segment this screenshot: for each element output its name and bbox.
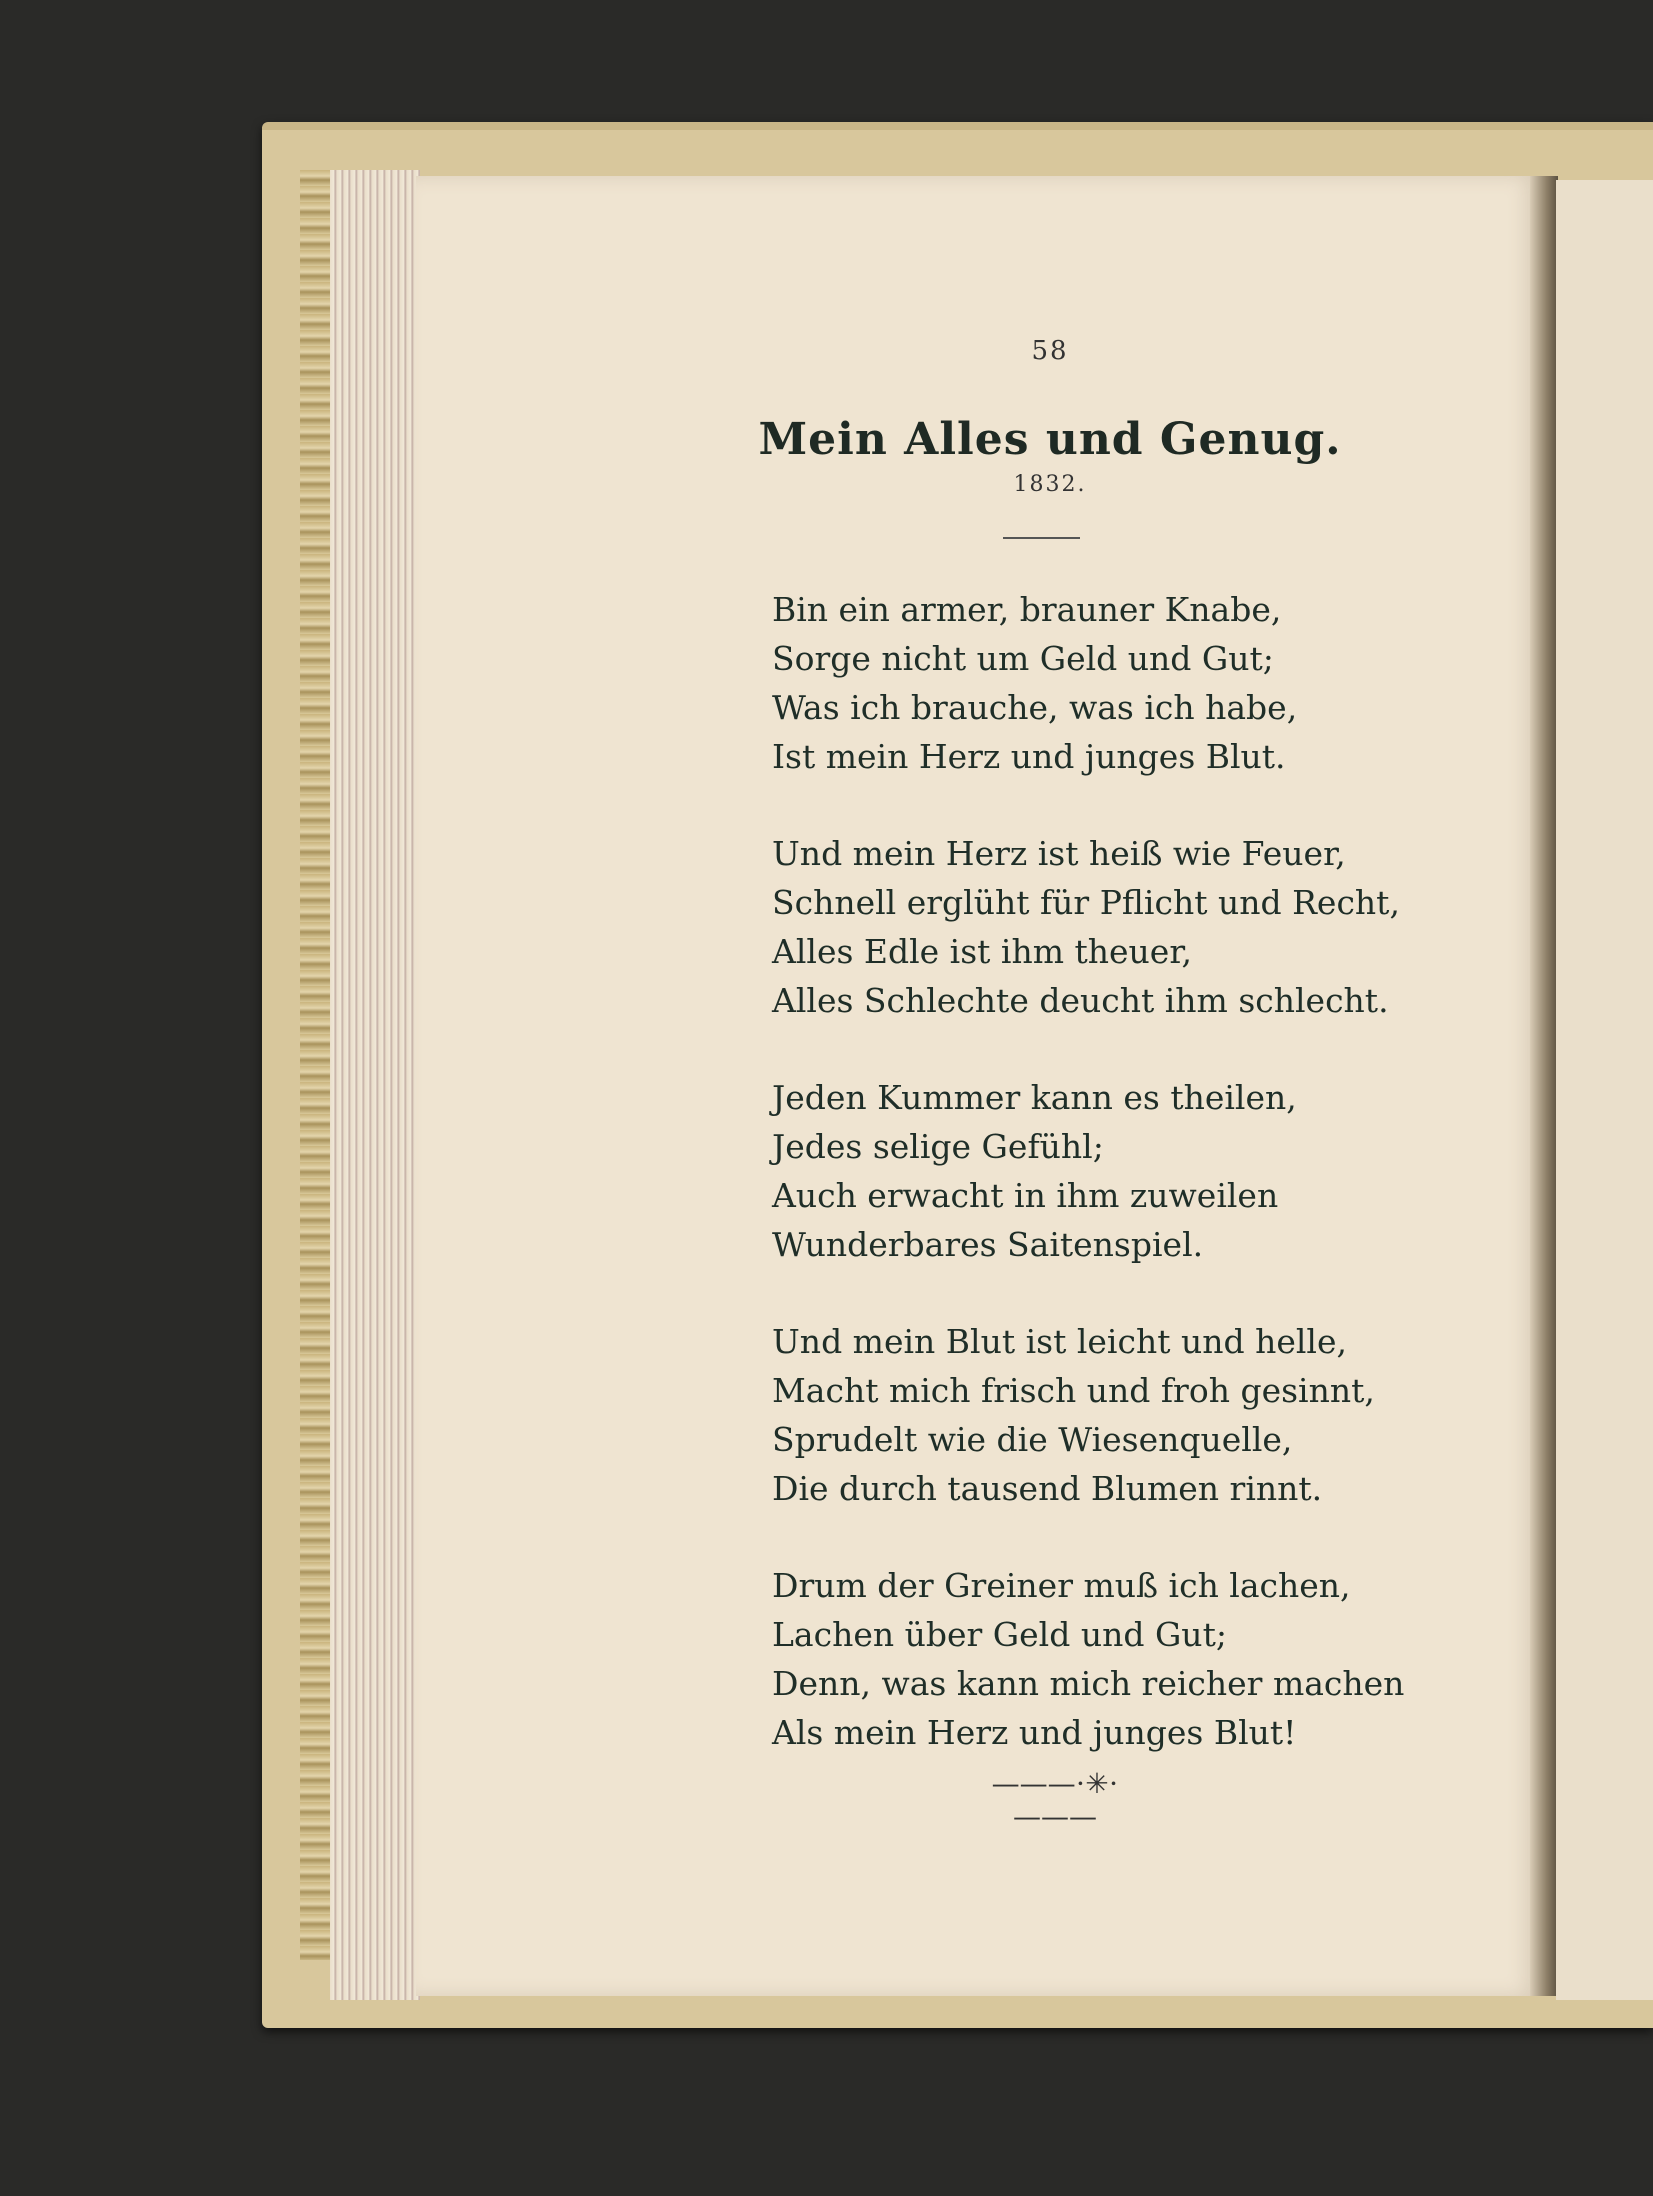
poem-body xyxy=(772,585,1472,1757)
poem-line: Macht mich frisch und froh gesinnt, xyxy=(772,1371,1375,1410)
poem-line: Schnell erglüht für Pflicht und Recht, xyxy=(772,883,1400,922)
poem-line: Drum der Greiner muß ich lachen, xyxy=(772,1566,1351,1605)
page-number: 58 xyxy=(1031,336,1069,366)
poem-line: Wunderbares Saitenspiel. xyxy=(772,1225,1204,1264)
poem-line: Als mein Herz und junges Blut! xyxy=(772,1713,1297,1752)
poem-line: Die durch tausend Blumen rinnt. xyxy=(772,1469,1323,1508)
poem-line: Bin ein armer, brauner Knabe, xyxy=(772,590,1282,629)
title-divider xyxy=(1003,537,1080,539)
poem-line: Und mein Blut ist leicht und helle, xyxy=(772,1322,1348,1361)
stanza xyxy=(772,1561,1472,1757)
poem-line: Auch erwacht in ihm zuweilen xyxy=(772,1176,1279,1215)
poem-line: Alles Schlechte deucht ihm schlecht. xyxy=(772,981,1389,1020)
poem-line: Lachen über Geld und Gut; xyxy=(772,1615,1227,1654)
facing-page xyxy=(1556,180,1653,2000)
poem-line: Und mein Herz ist heiß wie Feuer, xyxy=(772,834,1346,873)
stanza xyxy=(772,829,1472,1025)
poem-line: Alles Edle ist ihm theuer, xyxy=(772,932,1192,971)
poem-line: Sorge nicht um Geld und Gut; xyxy=(772,639,1274,678)
page-edges xyxy=(330,170,420,2000)
poem-line: Denn, was kann mich reicher machen xyxy=(772,1664,1405,1703)
poem-year: 1832. xyxy=(1013,472,1087,497)
book-spine-cloth xyxy=(300,170,332,1960)
book-gutter xyxy=(1530,176,1558,1996)
poem-title: Mein Alles und Genug. xyxy=(758,414,1342,465)
poem-line: Was ich brauche, was ich habe, xyxy=(772,688,1298,727)
poem-line: Sprudelt wie die Wiesenquelle, xyxy=(772,1420,1293,1459)
poem-line: Jedes selige Gefühl; xyxy=(772,1127,1104,1166)
stanza xyxy=(772,585,1472,781)
poem-line: Jeden Kummer kann es theilen, xyxy=(772,1078,1297,1117)
ornament-divider: ———⋅✳⋅——— xyxy=(991,1767,1119,1833)
poem-line: Ist mein Herz und junges Blut. xyxy=(772,737,1286,776)
stanza xyxy=(772,1317,1472,1513)
stanza xyxy=(772,1073,1472,1269)
